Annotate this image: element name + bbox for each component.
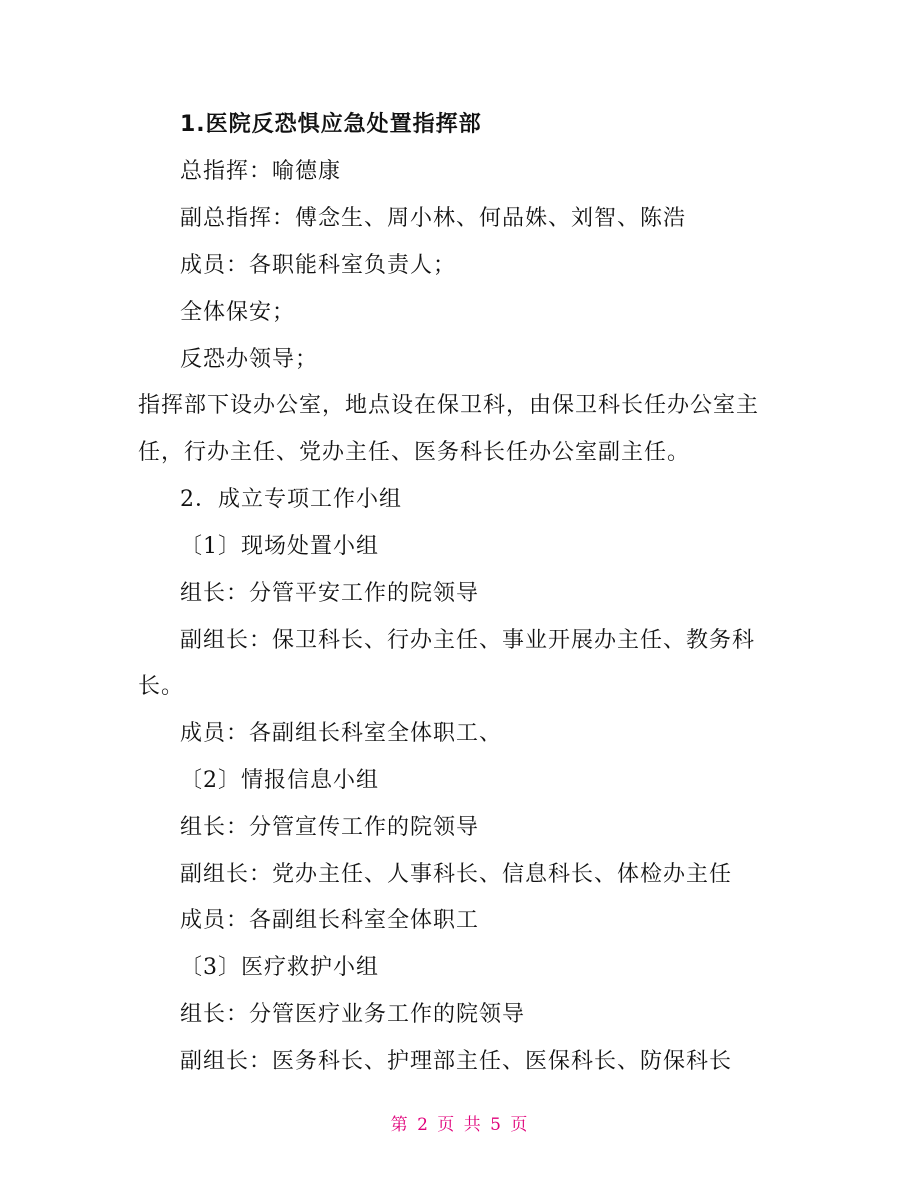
subsection-heading: 〔3〕医疗救护小组: [180, 955, 379, 980]
text-line: 全体保安；: [180, 300, 296, 325]
text-line: 成员：各职能科室负责人；: [180, 253, 457, 278]
text-line: 副组长：医务科长、护理部主任、医保科长、防保科长: [180, 1049, 733, 1074]
text-line: 指挥部下设办公室，地点设在保卫科，由保卫科长任办公室主: [138, 393, 760, 418]
text-line: 组长：分管宣传工作的院领导: [180, 815, 480, 840]
text-line: 成员：各副组长科室全体职工、: [180, 721, 503, 746]
text-line: 任，行办主任、党办主任、医务科长任办公室副主任。: [138, 440, 691, 465]
section-heading-command: 1.医院反恐惧应急处置指挥部: [180, 112, 482, 137]
text-line: 组长：分管平安工作的院领导: [180, 581, 480, 606]
text-line: 成员：各副组长科室全体职工: [180, 908, 480, 933]
page-number-footer: 第 2 页 共 5 页: [390, 1115, 530, 1135]
text-line: 总指挥：喻德康: [180, 159, 342, 184]
text-line: 长。: [138, 674, 185, 699]
text-line: 副总指挥：傅念生、周小林、何品姝、刘智、陈浩: [180, 206, 687, 231]
text-line: 副组长：党办主任、人事科长、信息科长、体检办主任: [180, 862, 733, 887]
text-line: 反恐办领导；: [180, 347, 319, 372]
subsection-heading: 〔2〕情报信息小组: [180, 768, 379, 793]
text-line: 副组长：保卫科长、行办主任、事业开展办主任、教务科: [180, 628, 756, 653]
section-heading-groups: 2．成立专项工作小组: [180, 487, 402, 512]
subsection-heading: 〔1〕现场处置小组: [180, 534, 379, 559]
text-line: 组长：分管医疗业务工作的院领导: [180, 1002, 526, 1027]
